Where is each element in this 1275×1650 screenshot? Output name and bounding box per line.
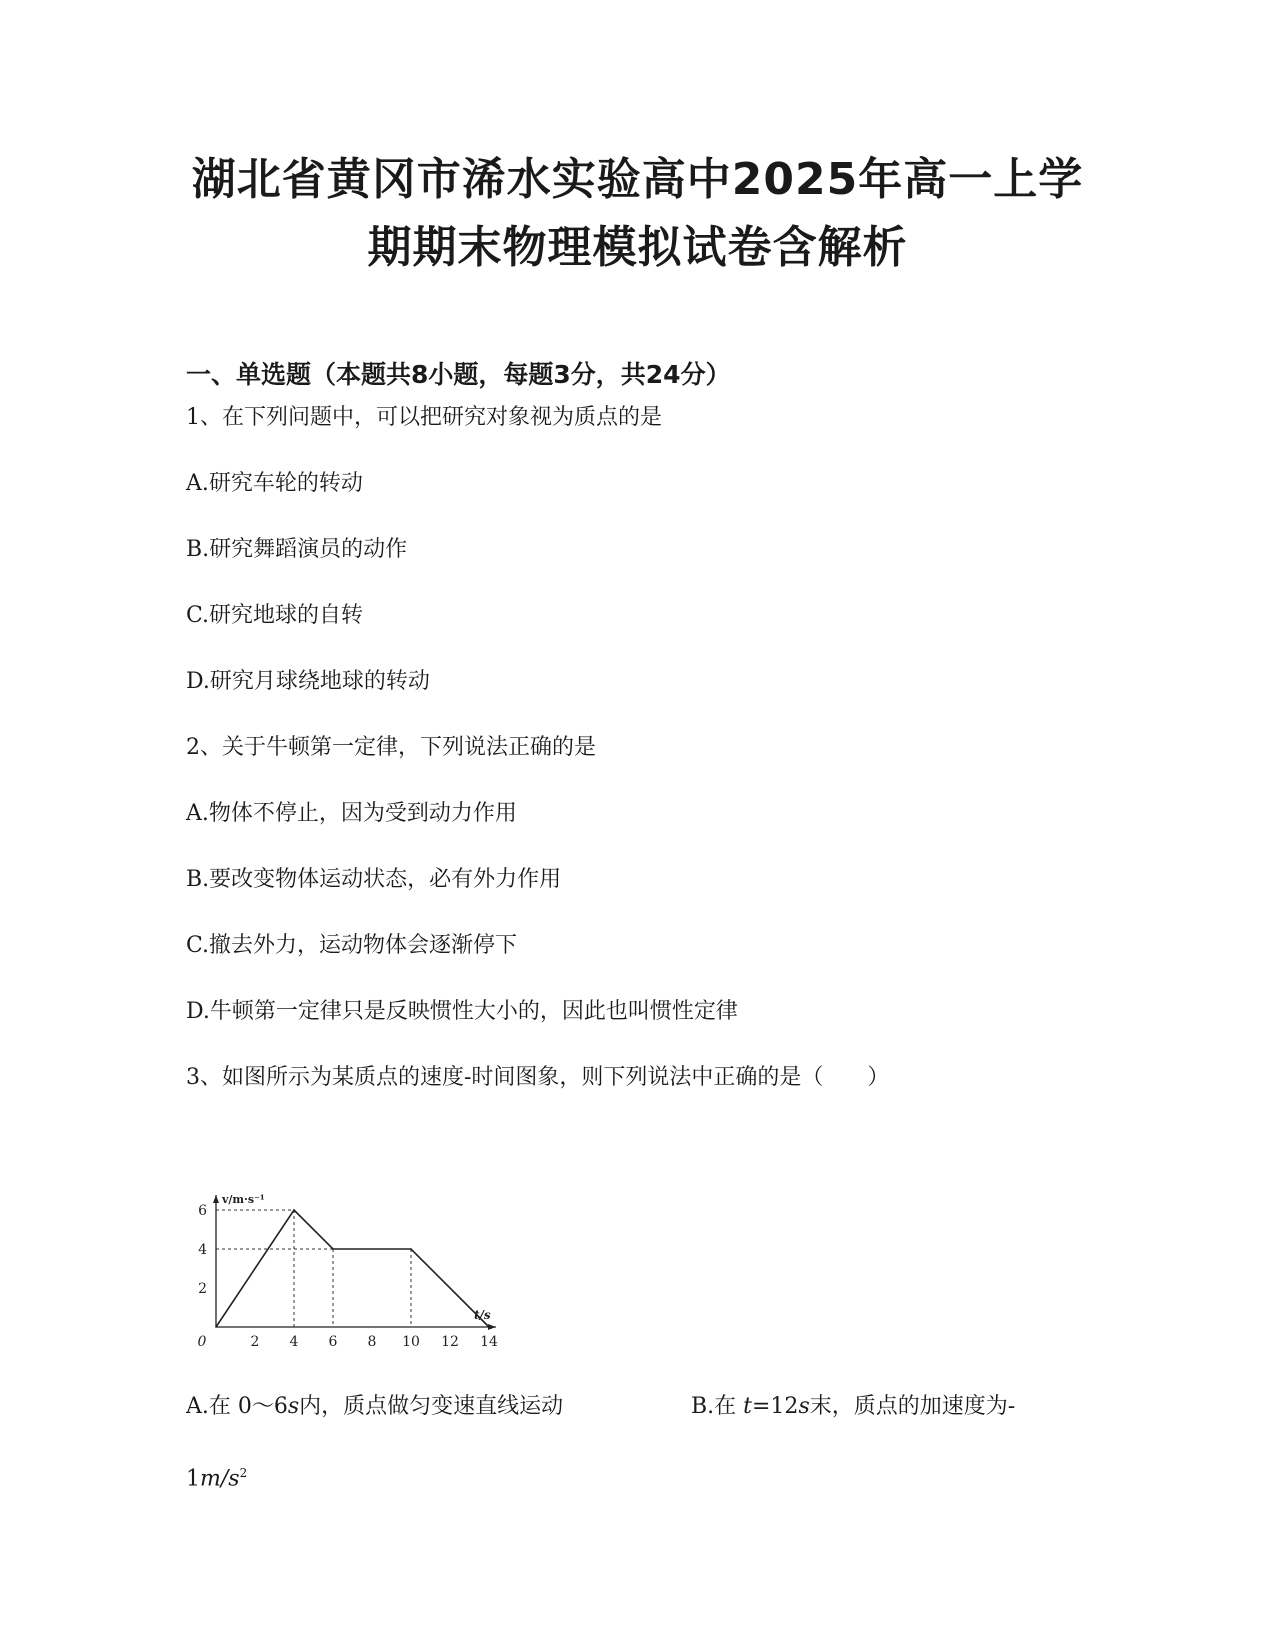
- x-tick-label-12: 12: [441, 1334, 459, 1350]
- x-tick-label-0: 0: [197, 1334, 207, 1350]
- y-tick-label-4: 4: [198, 1242, 207, 1258]
- title-line-1: 湖北省黄冈市浠水实验高中2025年高一上学: [191, 154, 1084, 205]
- q3-b-prefix: B.在: [691, 1394, 744, 1419]
- title-line-2: 期期末物理模拟试卷含解析: [367, 222, 908, 273]
- q3-b-num: 1: [186, 1466, 200, 1492]
- y-tick-label-6: 6: [198, 1203, 207, 1219]
- x-tick-label-14: 14: [480, 1334, 498, 1350]
- section-heading: 一、单选题（本题共8小题，每题3分，共24分）: [186, 360, 731, 389]
- q3-b-accel-unit: m/s: [200, 1466, 240, 1492]
- velocity-time-chart: [196, 1187, 516, 1357]
- series-line: [216, 1210, 489, 1327]
- q3-b-suffix: 末，质点的加速度为-: [809, 1394, 1016, 1419]
- question-2-option-d: D.牛顿第一定律只是反映惯性大小的，因此也叫惯性定律: [186, 999, 738, 1024]
- q3-b-var: t: [743, 1394, 752, 1419]
- data-point-2: [332, 1248, 334, 1250]
- x-tick-label-8: 8: [367, 1334, 377, 1350]
- document-title: [140, 146, 1135, 282]
- question-2-option-b: B.要改变物体运动状态，必有外力作用: [186, 867, 562, 892]
- question-1-option-b: B.研究舞蹈演员的动作: [186, 537, 408, 562]
- y-tick-label-2: 2: [198, 1281, 207, 1297]
- y-axis-arrow: [213, 1195, 219, 1203]
- q3-b-mid: =12: [752, 1394, 799, 1419]
- q3-a-prefix: A.在 0～6: [186, 1394, 288, 1419]
- data-point-0: [215, 1326, 217, 1328]
- question-1-option-a: A.研究车轮的转动: [186, 471, 363, 496]
- q3-b-unit: s: [798, 1394, 810, 1419]
- question-1-stem: 1、在下列问题中，可以把研究对象视为质点的是: [186, 405, 662, 430]
- question-1-option-d: D.研究月球绕地球的转动: [186, 669, 430, 694]
- question-2-stem: 2、关于牛顿第一定律，下列说法正确的是: [186, 735, 596, 760]
- x-tick-label-4: 4: [289, 1334, 299, 1350]
- q3-a-suffix: 内，质点做匀变速直线运动: [299, 1394, 564, 1419]
- x-tick-label-6: 6: [328, 1334, 338, 1350]
- question-3-option-a: [186, 1392, 563, 1422]
- question-3-option-b-continued: [186, 1458, 247, 1494]
- data-point-3: [410, 1248, 412, 1250]
- question-3-option-b: [691, 1392, 1015, 1422]
- chart-plot-area: [198, 1193, 498, 1350]
- x-tick-label-2: 2: [250, 1334, 260, 1350]
- y-axis-label: v/m·s⁻¹: [222, 1193, 265, 1206]
- q3-b-exponent: 2: [239, 1466, 248, 1480]
- question-2-option-a: A.物体不停止，因为受到动力作用: [186, 801, 517, 826]
- question-2-option-c: C.撤去外力，运动物体会逐渐停下: [186, 933, 518, 958]
- x-axis-label: t/s: [474, 1308, 491, 1322]
- x-tick-label-10: 10: [402, 1334, 420, 1350]
- question-1-option-c: C.研究地球的自转: [186, 603, 364, 628]
- question-3-stem: 3、如图所示为某质点的速度-时间图象，则下列说法中正确的是（ ）: [186, 1065, 890, 1090]
- q3-a-unit: s: [287, 1394, 300, 1419]
- data-point-4: [488, 1326, 490, 1328]
- data-point-1: [293, 1209, 295, 1211]
